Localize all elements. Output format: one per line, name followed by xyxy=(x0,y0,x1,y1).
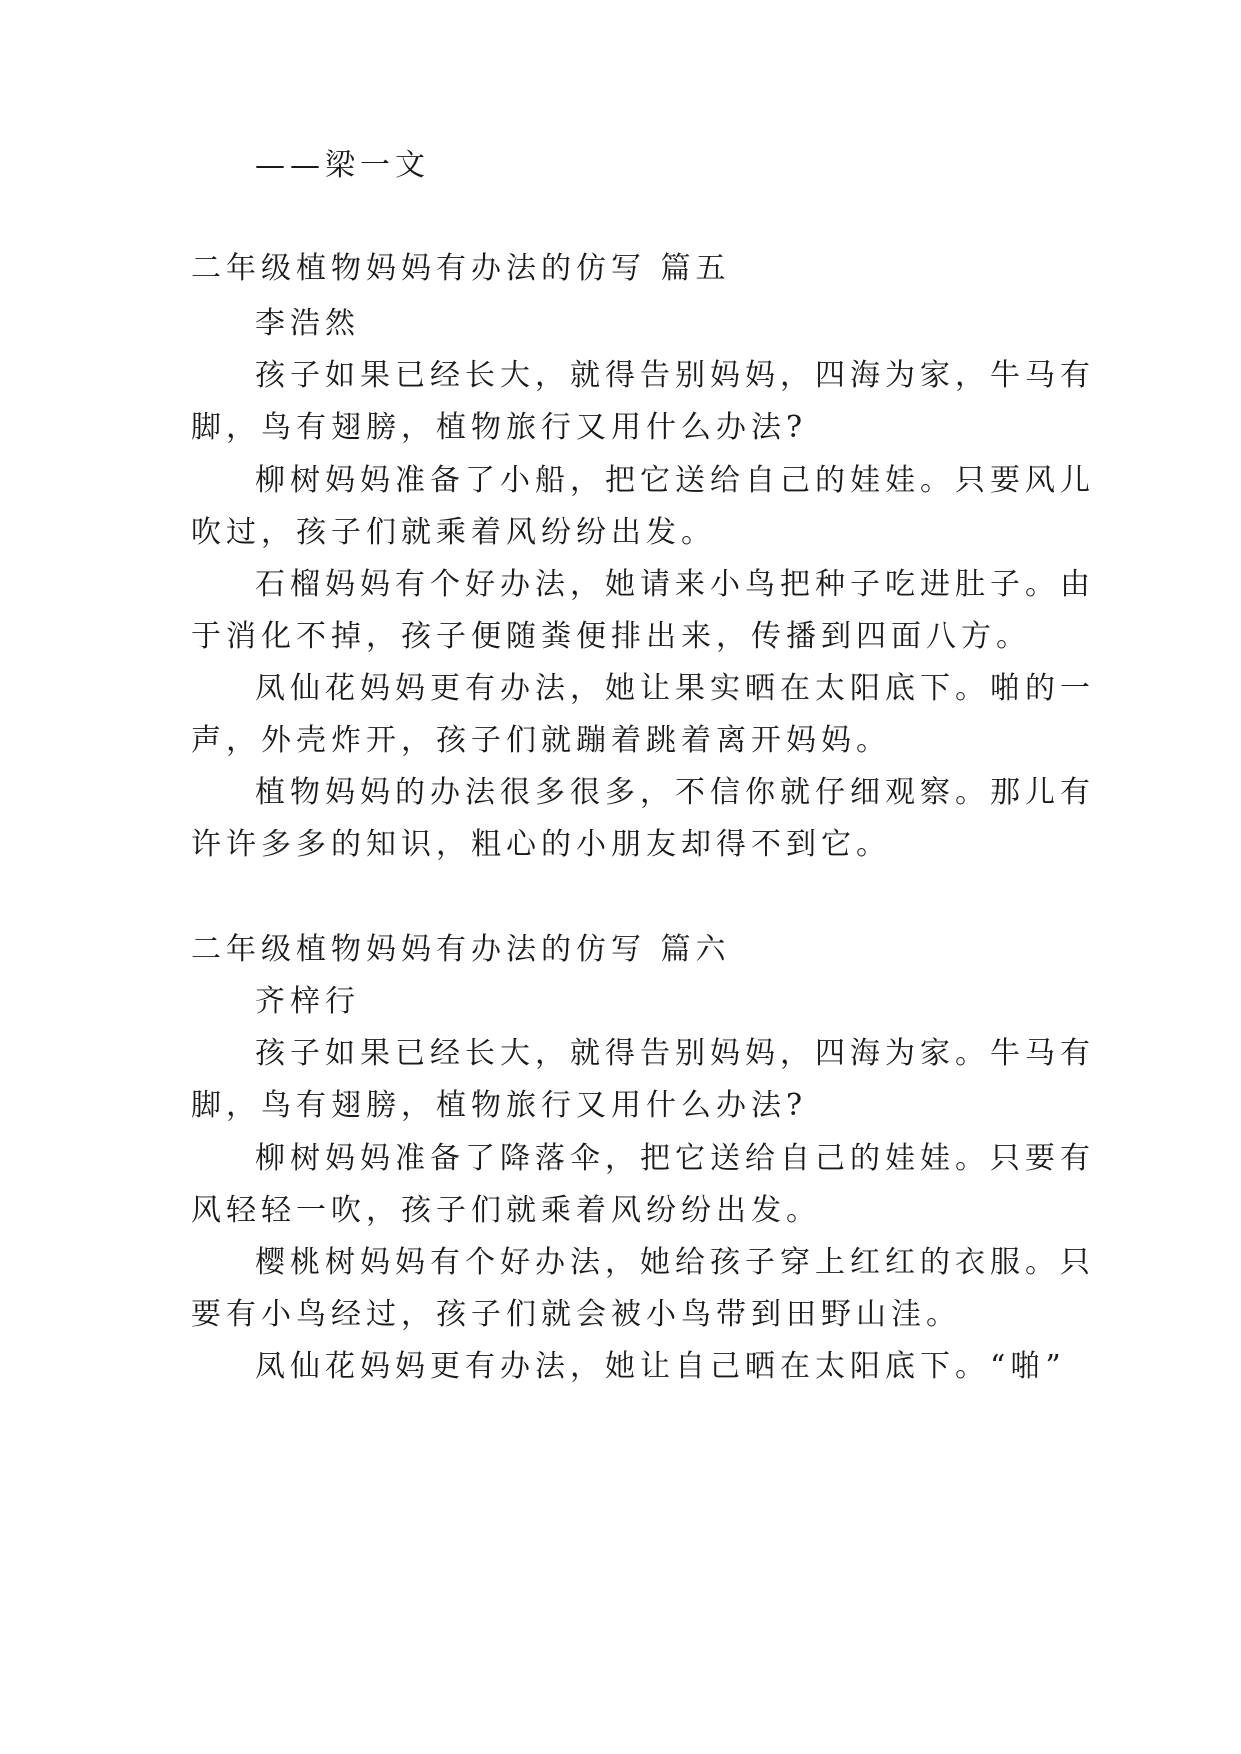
article-5-line-4: 吹过，孩子们就乘着风纷纷出发。 xyxy=(191,515,716,550)
article-6-line-7: 凤仙花妈妈更有办法，她让自己晒在太阳底下。“啪” xyxy=(255,1349,1066,1384)
article-6-line-4: 风轻轻一吹，孩子们就乘着风纷纷出发。 xyxy=(191,1193,821,1228)
article-5-line-5: 石榴妈妈有个好办法，她请来小鸟把种子吃进肚子。由 xyxy=(255,567,1095,602)
previous-author-signature: ——梁一文 xyxy=(255,148,430,183)
article-5-line-1: 孩子如果已经长大，就得告别妈妈，四海为家，牛马有 xyxy=(255,358,1095,393)
article-5-line-2: 脚，鸟有翅膀，植物旅行又用什么办法? xyxy=(191,410,808,445)
article-5-line-10: 许许多多的知识，粗心的小朋友却得不到它。 xyxy=(191,827,891,862)
article-5-line-7: 凤仙花妈妈更有办法，她让果实晒在太阳底下。啪的一 xyxy=(255,671,1095,706)
article-5-line-8: 声，外壳炸开，孩子们就蹦着跳着离开妈妈。 xyxy=(191,723,891,758)
article-5-line-6: 于消化不掉，孩子便随粪便排出来，传播到四面八方。 xyxy=(191,619,1031,654)
article-6-line-5: 樱桃树妈妈有个好办法，她给孩子穿上红红的衣服。只 xyxy=(255,1245,1095,1280)
article-6-line-6: 要有小鸟经过，孩子们就会被小鸟带到田野山洼。 xyxy=(191,1297,961,1332)
article-6-heading: 二年级植物妈妈有办法的仿写 篇六 xyxy=(191,932,731,967)
article-6-line-3: 柳树妈妈准备了降落伞，把它送给自己的娃娃。只要有 xyxy=(255,1141,1095,1176)
article-5-author: 李浩然 xyxy=(255,306,360,341)
article-6-author: 齐梓行 xyxy=(255,984,360,1019)
article-5-heading: 二年级植物妈妈有办法的仿写 篇五 xyxy=(191,251,731,286)
article-5-line-3: 柳树妈妈准备了小船，把它送给自己的娃娃。只要风儿 xyxy=(255,463,1095,498)
article-6-line-1: 孩子如果已经长大，就得告别妈妈，四海为家。牛马有 xyxy=(255,1036,1095,1071)
article-6-line-2: 脚，鸟有翅膀，植物旅行又用什么办法? xyxy=(191,1088,808,1123)
article-5-line-9: 植物妈妈的办法很多很多，不信你就仔细观察。那儿有 xyxy=(255,775,1095,810)
